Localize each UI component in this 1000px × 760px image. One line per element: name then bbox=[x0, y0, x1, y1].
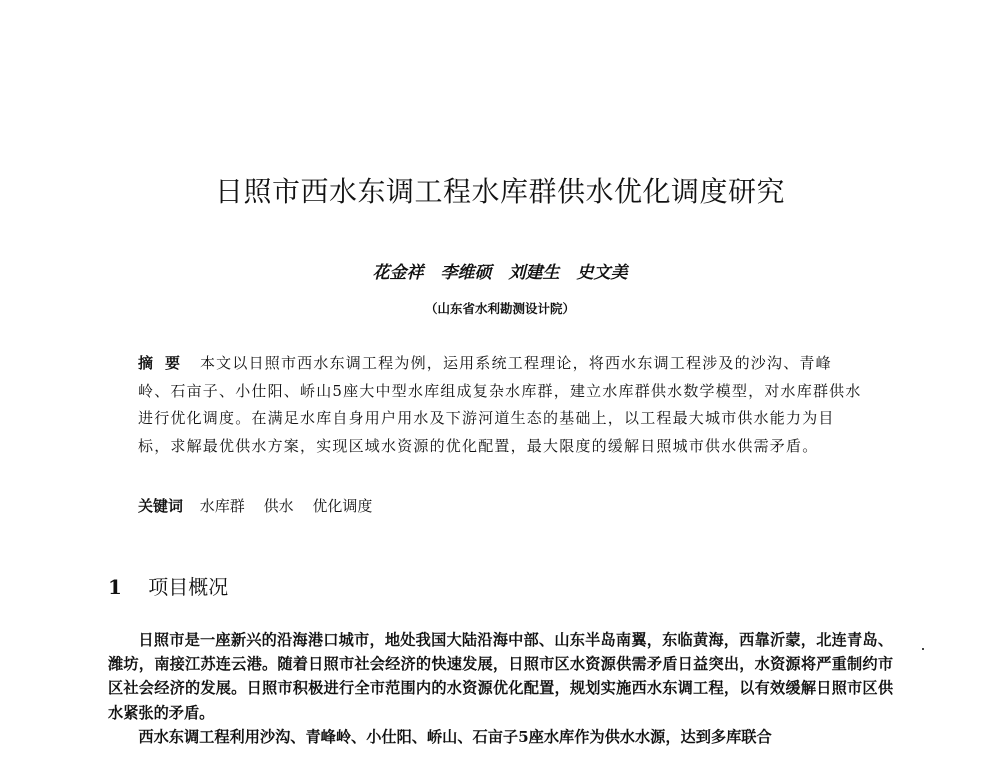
paper-affiliation: （山东省水利勘测设计院） bbox=[424, 301, 575, 316]
paper-title: 日照市西水东调工程水库群供水优化调度研究 bbox=[214, 175, 785, 208]
abstract-label: 摘要 bbox=[138, 354, 193, 372]
keyword-item: 供水 bbox=[263, 497, 294, 515]
section-number: 1 bbox=[108, 575, 122, 599]
keywords-label: 关键词 bbox=[138, 497, 184, 515]
body-paragraph: 西水东调工程利用沙沟、青峰岭、小仕阳、峤山、石亩子5座水库作为供水水源，达到多库联合 bbox=[138, 727, 772, 746]
scan-speck bbox=[922, 648, 924, 650]
section-title: 项目概况 bbox=[148, 575, 229, 599]
paper-authors: 花金祥 李维硕 刘建生 史文美 bbox=[372, 263, 628, 283]
abstract-text: 本文以日照市西水东调工程为例，运用系统工程理论，将西水东调工程涉及的沙沟、青峰岭、石亩子、小仕阳、峤山5座大中型水库组成复杂水库群，建立水库群供水数学模型，对水库群供水进行优化调度。在满足水库自身用户用水及下游河道生态的基础上，以工程最大城市供水能力为目标，求解最优供水方案，实现区域水资源的优化配置，最大限度的缓解日照城市供水供需矛盾。 bbox=[138, 354, 862, 455]
section-heading bbox=[108, 571, 228, 600]
abstract-block bbox=[138, 350, 863, 460]
keywords-block bbox=[138, 494, 863, 518]
body-paragraph: 日照市是一座新兴的沿海港口城市，地处我国大陆沿海中部、山东半岛南翼，东临黄海，西靠沂蒙，北连青岛、潍坊，南接江苏连云港。随着日照市社会经济的快速发展，日照市区水资源供需矛盾日益突出，水资源将严重制约市区社会经济的发展。日照市积极进行全市范围内的水资源优化配置，规划实施西水东调工程，以有效缓解日照市区供水紧张的矛盾。 bbox=[108, 631, 893, 722]
body-text bbox=[108, 628, 893, 749]
keyword-item: 优化调度 bbox=[312, 497, 373, 515]
keyword-item: 水库群 bbox=[199, 497, 245, 515]
